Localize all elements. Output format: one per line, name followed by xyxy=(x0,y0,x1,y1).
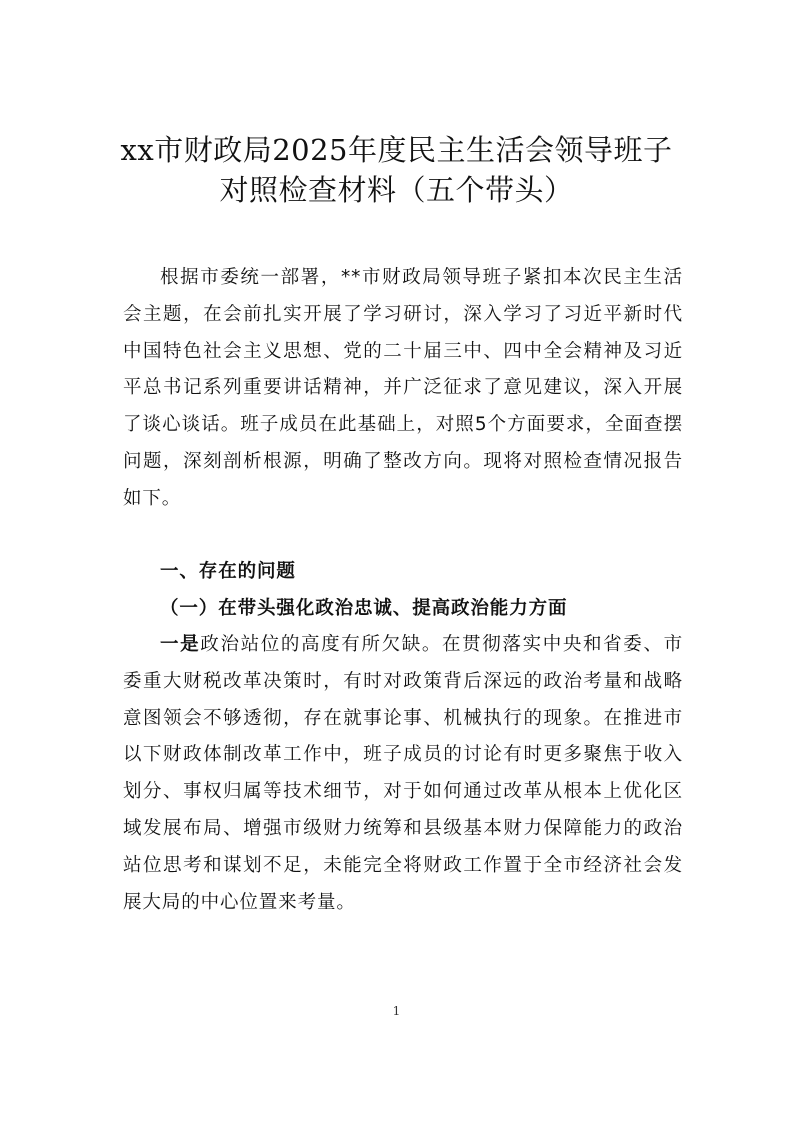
subsection-heading: （一）在带头强化政治忠诚、提高政治能力方面 xyxy=(160,598,568,619)
point-lead: 一是 xyxy=(160,634,201,655)
section-heading: 一、存在的问题 xyxy=(160,561,296,582)
intro-paragraph: 根据市委统一部署，**市财政局领导班子紧扣本次民主生活会主题，在会前扎实开展了学习研讨，深入学习了习近平新时代中国特色社会主义思想、党的二十届三中、四中全会精神及习近平总书记系列重要讲话精神，并广泛征求了意见建议，深入开展了谈心谈话。班子成员在此基础上，对照5个方面要求，全面查摆问题，深刻剖析根源，明确了整改方向。现将对照检查情况报告如下。 xyxy=(123,267,683,509)
document-title-line-2: 对照检查材料（五个带头） xyxy=(219,173,574,207)
point-body: 政治站位的高度有所欠缺。在贯彻落实中央和省委、市委重大财税改革决策时，有时对政策背后深远的政治考量和战略意图领会不够透彻，存在就事论事、机械执行的现象。在推进市以下财政体制改革工作中，班子成员的讨论有时更多聚焦于收入划分、事权归属等技术细节，对于如何通过改革从根本上优化区域发展布局、增强市级财力统筹和县级基本财力保障能力的政治站位思考和谋划不足，未能完全将财政工作置于全市经济社会发展大局的中心位置来考量。 xyxy=(123,634,683,913)
problem-point-paragraph xyxy=(123,627,683,921)
document-title-line-1: xx市财政局2025年度民主生活会领导班子 xyxy=(120,133,673,167)
page-number: 1 xyxy=(392,1004,401,1018)
